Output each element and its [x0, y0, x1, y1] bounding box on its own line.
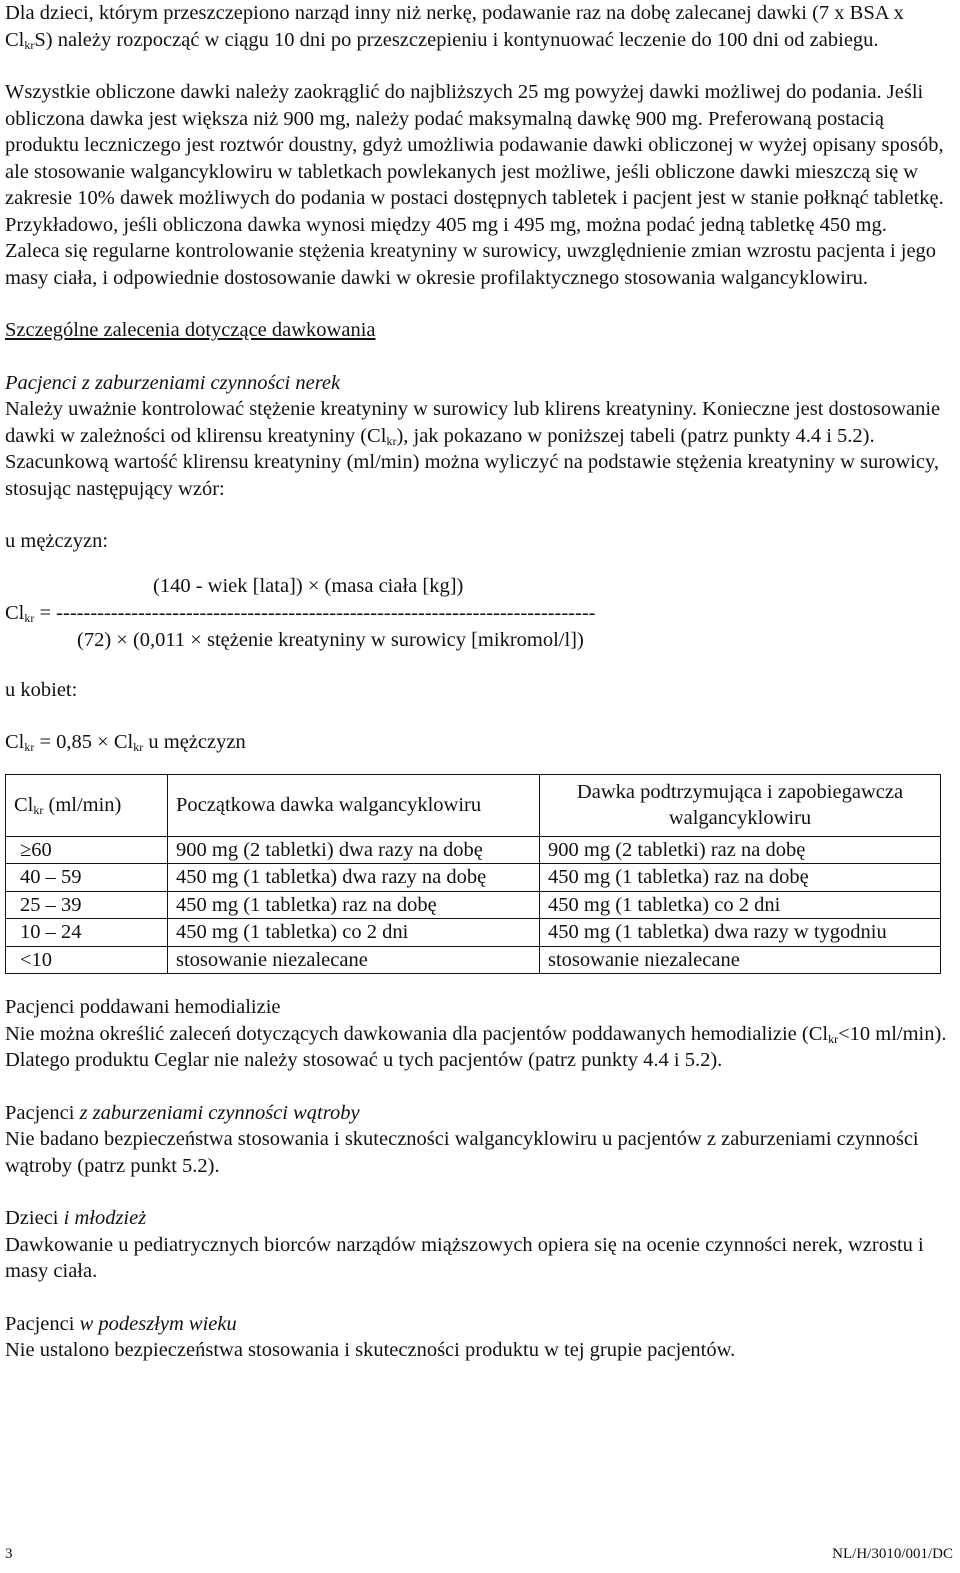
- table-cell: 25 – 39: [6, 891, 168, 919]
- women-label: u kobiet:: [5, 678, 78, 701]
- section-heading: Szczególne zalecenia dotyczące dawkowania: [5, 319, 376, 341]
- table-row: [6, 864, 941, 892]
- renal-heading: Pacjenci z zaburzeniami czynności nerek: [5, 371, 341, 394]
- table-cell: 450 mg (1 tabletka) raz na dobę: [540, 864, 941, 892]
- pediatric-paragraph: Dawkowanie u pediatrycznych biorców narządów miąższowych opiera się na ocenie czynności nerek, wzrostu i masy ciała.: [5, 1233, 924, 1282]
- pediatric-heading: Dzieci i młodzież: [5, 1207, 147, 1229]
- hemodialysis-heading: Pacjenci poddawani hemodializie: [5, 996, 281, 1018]
- table-cell: 900 mg (2 tabletki) dwa razy na dobę: [168, 836, 540, 864]
- hepatic-heading: Pacjenci z zaburzeniami czynności wątroby: [5, 1101, 360, 1124]
- table-row: [6, 946, 941, 974]
- table-cell: 450 mg (1 tabletka) co 2 dni: [168, 919, 540, 947]
- renal-paragraph-2: Szacunkową wartość klirensu kreatyniny (ml/min) można wyliczyć na podstawie stężenia kreatyniny w surowicy, stosując następujący wzór:: [5, 451, 939, 500]
- women-formula: $Cl_{kr} = 0,85 \times Cl_{kr}$ u mężczyzn: [5, 731, 246, 754]
- header-clearance: $Cl_{kr}$ (ml/min): [6, 774, 168, 836]
- formula-denominator: (72) × (0,011 × stężenie kreatyniny w surowicy [mikromol/l]): [77, 628, 584, 651]
- table-cell: 450 mg (1 tabletka) co 2 dni: [540, 891, 941, 919]
- clearance-formula: [5, 573, 950, 657]
- table-row: [6, 891, 941, 919]
- elderly-heading: Pacjenci w podeszłym wieku: [5, 1312, 237, 1335]
- intro-paragraph-1: Dla dzieci, którym przeszczepiono narząd inny niż nerkę, podawanie raz na dobę zalecanej dawki (7 x BSA x $Cl_{kr}S$) należy rozpocząć w ciągu 10 dni po przeszczepieniu i kontynuować leczenie do 100 dni od zabiegu.: [5, 2, 904, 52]
- table-cell: stosowanie niezalecane: [540, 946, 941, 974]
- table-row: [6, 919, 941, 947]
- table-cell: 450 mg (1 tabletka) dwa razy w tygodniu: [540, 919, 941, 947]
- elderly-paragraph: Nie ustalono bezpieczeństwa stosowania i skuteczności produktu w tej grupie pacjentów.: [5, 1339, 736, 1361]
- document-reference: NL/H/3010/001/DC: [832, 1546, 953, 1562]
- dosage-table: [5, 774, 941, 975]
- formula-left-side: $Cl_{kr}$ = -------------------------------------------------------------------------------: [5, 601, 596, 625]
- table-cell: ≥60: [6, 836, 168, 864]
- table-cell: stosowanie niezalecane: [168, 946, 540, 974]
- hepatic-paragraph: Nie badano bezpieczeństwa stosowania i skuteczności walgancyklowiru u pacjentów z zaburzeniami czynności wątroby (patrz punkt 5.2).: [5, 1128, 919, 1177]
- table-cell: 900 mg (2 tabletki) raz na dobę: [540, 836, 941, 864]
- table-cell: 10 – 24: [6, 919, 168, 947]
- table-cell: 450 mg (1 tabletka) dwa razy na dobę: [168, 864, 540, 892]
- intro-paragraph-2: Wszystkie obliczone dawki należy zaokrąglić do najbliższych 25 mg powyżej dawki możliwej do podania. Jeśli obliczona dawka jest większa niż 900 mg, należy podać maksymalną dawkę 900 mg. Preferowaną postacią produktu leczniczego jest roztwór doustny, gdyż umożliwia podawanie dawki obliczonej w wyżej opisany sposób, ale stosowanie walgancyklowiru w tabletkach powlekanych jest możliwe, jeśli obliczone dawki mieszczą się w zakresie 10% dawek możliwych do podania w postaci dostępnych tabletek i pacjent jest w stanie połknąć tabletkę. Przykładowo, jeśli obliczona dawka wynosi między 405 mg i 495 mg, można podać jedną tabletkę 450 mg.: [5, 81, 944, 236]
- page-number: 3: [5, 1546, 13, 1562]
- header-initial-dose: Początkowa dawka walgancyklowiru: [168, 774, 540, 836]
- table-cell: 40 – 59: [6, 864, 168, 892]
- document-page: [5, 0, 950, 1364]
- table-cell: 450 mg (1 tabletka) raz na dobę: [168, 891, 540, 919]
- renal-paragraph-1: Należy uważnie kontrolować stężenie kreatyniny w surowicy lub klirens kreatyniny. Konieczne jest dostosowanie dawki w zależności od klirensu kreatyniny $(Cl_{kr})$, jak pokazano w poniższej tabeli (patrz punkty 4.4 i 5.2).: [5, 398, 941, 448]
- table-row: [6, 836, 941, 864]
- hemodialysis-paragraph: Nie można określić zaleceń dotyczących dawkowania dla pacjentów poddawanych hemodializie ($Cl_{kr}<10$ ml/min). Dlatego produktu Ceglar nie należy stosować u tych pacjentów (patrz punkty 4.4 i 5.2).: [5, 1022, 947, 1071]
- intro-paragraph-3: Zaleca się regularne kontrolowanie stężenia kreatyniny w surowicy, uwzględnienie zmian wzrostu pacjenta i jego masy ciała, i odpowiednie dostosowanie dawki w okresie profilaktycznego stosowania walgancyklowiru.: [5, 240, 937, 289]
- header-maintenance-dose: Dawka podtrzymująca i zapobiegawcza walgancyklowiru: [540, 774, 941, 836]
- table-header-row: [6, 774, 941, 836]
- table-cell: <10: [6, 946, 168, 974]
- men-label: u mężczyzn:: [5, 530, 109, 552]
- formula-numerator: (140 - wiek [lata]) × (masa ciała [kg]): [153, 574, 464, 597]
